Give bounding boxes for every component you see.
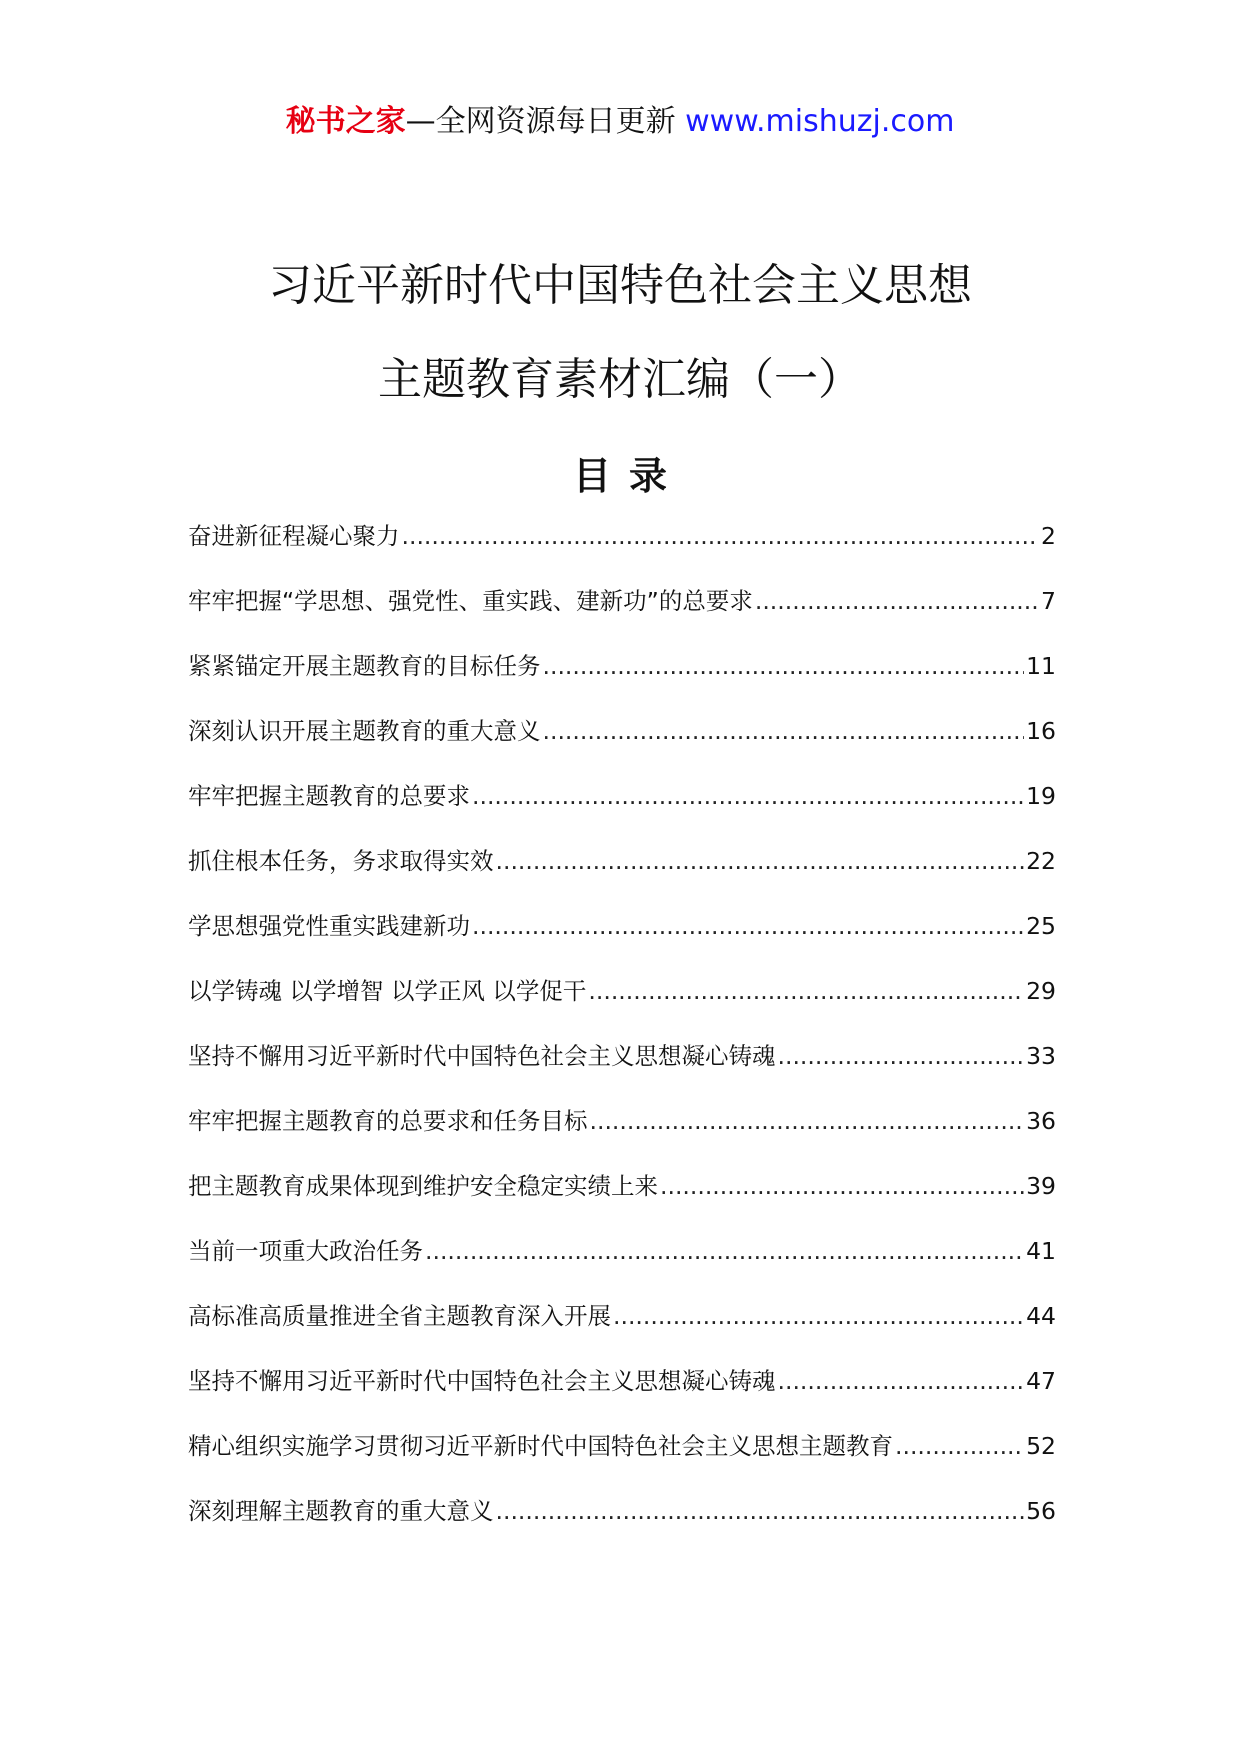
toc-heading: 目录: [572, 454, 685, 498]
toc-entry-title: 牢牢把握“学思想、强党性、重实践、建新功”的总要求: [188, 587, 753, 615]
toc-entry-page: 39: [1026, 1172, 1056, 1200]
toc-entry-title: 深刻认识开展主题教育的重大意义: [188, 717, 541, 745]
toc-dot-leader: [590, 1101, 1025, 1141]
toc-entry[interactable]: [188, 581, 1056, 646]
toc-entry-page: 19: [1026, 782, 1056, 810]
toc-entry[interactable]: [188, 1101, 1056, 1166]
toc-entry[interactable]: [188, 711, 1056, 776]
toc-entry-page: 25: [1026, 912, 1056, 940]
toc-entry[interactable]: [188, 646, 1056, 711]
toc-entry[interactable]: [188, 1166, 1056, 1231]
toc-entry-title: 坚持不懈用习近平新时代中国特色社会主义思想凝心铸魂: [188, 1367, 776, 1395]
toc-dot-leader: [472, 776, 1024, 816]
toc-entry-page: 44: [1026, 1302, 1056, 1330]
toc-dot-leader: [778, 1036, 1025, 1076]
site-banner: [0, 100, 1240, 144]
toc-entry-page: 56: [1026, 1497, 1056, 1525]
toc-entry-title: 奋进新征程凝心聚力: [188, 522, 400, 550]
toc-entry-title: 牢牢把握主题教育的总要求: [188, 782, 470, 810]
toc-dot-leader: [895, 1426, 1024, 1466]
toc-entry-page: 22: [1026, 847, 1056, 875]
toc-entry[interactable]: [188, 1296, 1056, 1361]
banner-slogan: —全网资源每日更新: [405, 104, 686, 139]
document-title-line-2: 主题教育素材汇编（一）: [378, 354, 862, 405]
toc-entry[interactable]: [188, 1361, 1056, 1426]
toc-entry-page: 33: [1026, 1042, 1056, 1070]
toc-entry[interactable]: [188, 1426, 1056, 1491]
toc-dot-leader: [425, 1231, 1024, 1271]
toc-entry-page: 7: [1041, 587, 1056, 615]
toc-entry-title: 以学铸魂 以学增智 以学正风 以学促干: [188, 977, 587, 1005]
toc-dot-leader: [755, 581, 1039, 621]
document-title-line-1: 习近平新时代中国特色社会主义思想: [268, 260, 972, 311]
toc-entry[interactable]: [188, 776, 1056, 841]
toc-dot-leader: [402, 516, 1040, 556]
toc-dot-leader: [472, 906, 1024, 946]
toc-entry[interactable]: [188, 971, 1056, 1036]
toc-dot-leader: [778, 1361, 1025, 1401]
toc-entry-title: 学思想强党性重实践建新功: [188, 912, 470, 940]
toc-entry[interactable]: [188, 906, 1056, 971]
toc-entry[interactable]: [188, 1036, 1056, 1101]
toc-entry-page: 11: [1026, 652, 1056, 680]
toc-entry-title: 牢牢把握主题教育的总要求和任务目标: [188, 1107, 588, 1135]
toc-entry[interactable]: [188, 841, 1056, 906]
toc-dot-leader: [543, 711, 1025, 751]
toc-entry-page: 36: [1026, 1107, 1056, 1135]
toc-entry-title: 抓住根本任务，务求取得实效: [188, 847, 494, 875]
toc-entry[interactable]: [188, 1231, 1056, 1296]
toc-entry-page: 16: [1026, 717, 1056, 745]
toc-entry-title: 深刻理解主题教育的重大意义: [188, 1497, 494, 1525]
toc-entry-page: 29: [1026, 977, 1056, 1005]
toc-entry-page: 52: [1026, 1432, 1056, 1460]
toc-entry-page: 2: [1041, 522, 1056, 550]
toc-entry-title: 把主题教育成果体现到维护安全稳定实绩上来: [188, 1172, 658, 1200]
toc-entry-title: 紧紧锚定开展主题教育的目标任务: [188, 652, 541, 680]
toc-dot-leader: [588, 971, 1024, 1011]
toc-entry[interactable]: [188, 516, 1056, 581]
toc-entry-page: 41: [1026, 1237, 1056, 1265]
toc-entry-title: 精心组织实施学习贯彻习近平新时代中国特色社会主义思想主题教育: [188, 1432, 893, 1460]
toc-dot-leader: [496, 1491, 1025, 1531]
toc-dot-leader: [543, 646, 1025, 686]
toc-dot-leader: [660, 1166, 1024, 1206]
table-of-contents: [188, 516, 1056, 1556]
brand-name: 秘书之家: [285, 104, 406, 139]
toc-dot-leader: [496, 841, 1025, 881]
toc-entry-title: 高标准高质量推进全省主题教育深入开展: [188, 1302, 611, 1330]
toc-entry-title: 当前一项重大政治任务: [188, 1237, 423, 1265]
toc-entry-title: 坚持不懈用习近平新时代中国特色社会主义思想凝心铸魂: [188, 1042, 776, 1070]
toc-entry[interactable]: [188, 1491, 1056, 1556]
toc-entry-page: 47: [1026, 1367, 1056, 1395]
toc-dot-leader: [613, 1296, 1024, 1336]
site-url-link[interactable]: www.mishuzj.com: [685, 104, 955, 139]
